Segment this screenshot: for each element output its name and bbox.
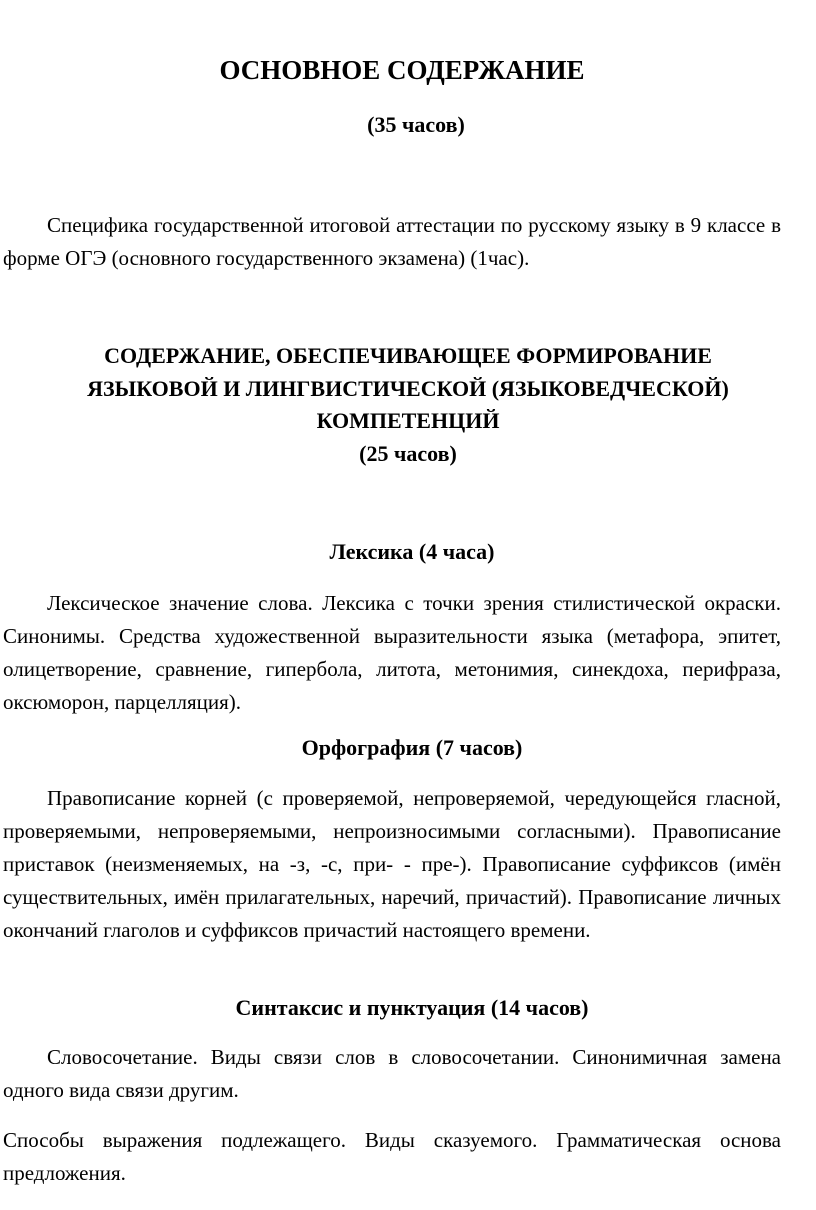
topic-heading-lexics: Лексика (4 часа) [329, 539, 495, 564]
section-title-line-3: КОМПЕТЕНЦИЙ [316, 408, 500, 433]
topic-heading-orthography: Орфография (7 часов) [301, 735, 523, 760]
topic-paragraph-orthography: Правописание корней (с проверяемой, непроверяемой, чередующейся гласной, проверяемыми, непроверяемыми, непроизносимыми согласными). Правописание приставок (неизменяемых, на -з, -с, при- - пре-). Правописание суффиксов (имён существительных, имён прилагательных, наречий, причастий). Правописание личных окончаний глаголов и суффиксов причастий настоящего времени. [3, 786, 781, 942]
section-title-line-2: ЯЗЫКОВОЙ И ЛИНГВИСТИЧЕСКОЙ (ЯЗЫКОВЕДЧЕСКОЙ) [87, 376, 729, 401]
page-title-hours: (35 часов) [367, 112, 465, 137]
section-hours: (25 часов) [359, 441, 457, 466]
section-title-line-1: СОДЕРЖАНИЕ, ОБЕСПЕЧИВАЮЩЕЕ ФОРМИРОВАНИЕ [104, 343, 712, 368]
topic-paragraph-syntax-1: Словосочетание. Виды связи слов в словосочетании. Синонимичная замена одного вида связи другим. [3, 1045, 781, 1102]
topic-heading-syntax: Синтаксис и пунктуация (14 часов) [235, 995, 589, 1020]
topic-paragraph-syntax-2: Способы выражения подлежащего. Виды сказуемого. Грамматическая основа предложения. [3, 1128, 781, 1185]
page-title: ОСНОВНОЕ СОДЕРЖАНИЕ [219, 55, 585, 85]
intro-paragraph: Специфика государственной итоговой аттестации по русскому языку в 9 классе в форме ОГЭ (основного государственного экзамена) (1час). [3, 213, 781, 270]
topic-paragraph-lexics: Лексическое значение слова. Лексика с точки зрения стилистической окраски. Синонимы. Средства художественной выразительности языка (метафора, эпитет, олицетворение, сравнение, гипербола, литота, метонимия, синекдоха, перифраза, оксюморон, парцелляция). [3, 591, 781, 714]
